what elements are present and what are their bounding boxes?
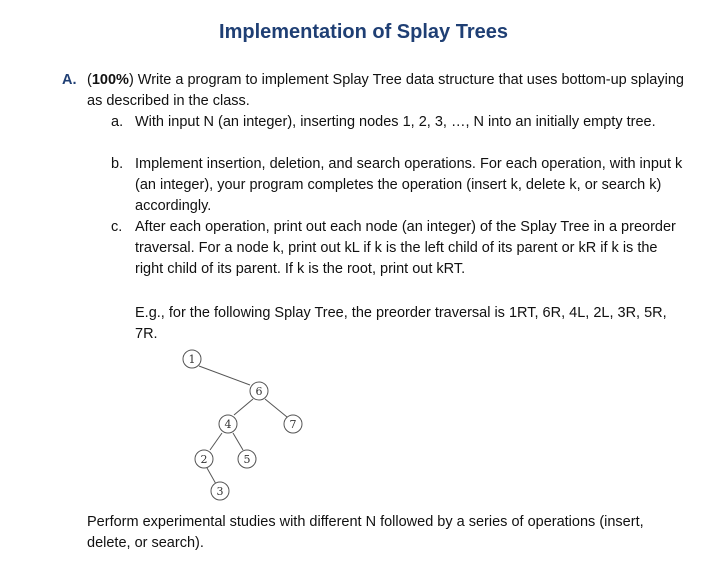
open-paren: (	[87, 72, 92, 88]
svg-text:5: 5	[243, 453, 251, 466]
list-item-marker: b.	[111, 156, 124, 172]
svg-text:6: 6	[255, 385, 263, 398]
tree-edge	[234, 399, 253, 415]
svg-text:3: 3	[216, 485, 224, 498]
tree-node	[250, 382, 268, 400]
tree-edge	[233, 433, 243, 450]
svg-text:7: 7	[289, 418, 297, 431]
list-item-marker: c.	[111, 219, 123, 235]
tree-node	[219, 415, 237, 433]
tree-node	[183, 350, 201, 368]
tree-edge	[210, 433, 222, 450]
tree-node	[211, 482, 229, 500]
list-item-text: After each operation, print out each node (an integer) of the Splay Tree in a preorder traversal. For a node k, print out kL if k is the left child of its parent or kR if k is the right child of its parent. If k is the root, print out kRT.	[135, 219, 676, 277]
tree-edge	[207, 468, 216, 484]
svg-text:1: 1	[188, 353, 196, 366]
example-text: E.g., for the following Splay Tree, the preorder traversal is 1RT, 6R, 4L, 2L, 3R, 5R, 7R.	[135, 305, 667, 342]
tree-edge	[199, 366, 250, 385]
section-a-weight: 100%	[91, 72, 129, 88]
list-item-text: With input N (an integer), inserting nodes 1, 2, 3, …, N into an initially empty tree.	[135, 114, 656, 130]
svg-text:4: 4	[224, 418, 232, 431]
list-item-marker: a.	[111, 114, 124, 130]
list-item-text: Implement insertion, deletion, and search operations. For each operation, with input k (an integer), your program completes the operation (insert k, delete k, or search k) accordingly.	[135, 156, 683, 214]
page-title: Implementation of Splay Trees	[219, 21, 508, 43]
tree-node	[195, 450, 213, 468]
tree-node	[284, 415, 302, 433]
section-a-marker: A.	[62, 72, 77, 88]
section-a-body: ) Write a program to implement Splay Tree data structure that uses bottom-up splaying as described in the class.	[87, 72, 684, 109]
tree-node	[238, 450, 256, 468]
closing-text: Perform experimental studies with different N followed by a series of operations (insert, delete, or search).	[87, 514, 644, 551]
tree-edge	[265, 399, 287, 417]
svg-text:2: 2	[200, 453, 208, 466]
